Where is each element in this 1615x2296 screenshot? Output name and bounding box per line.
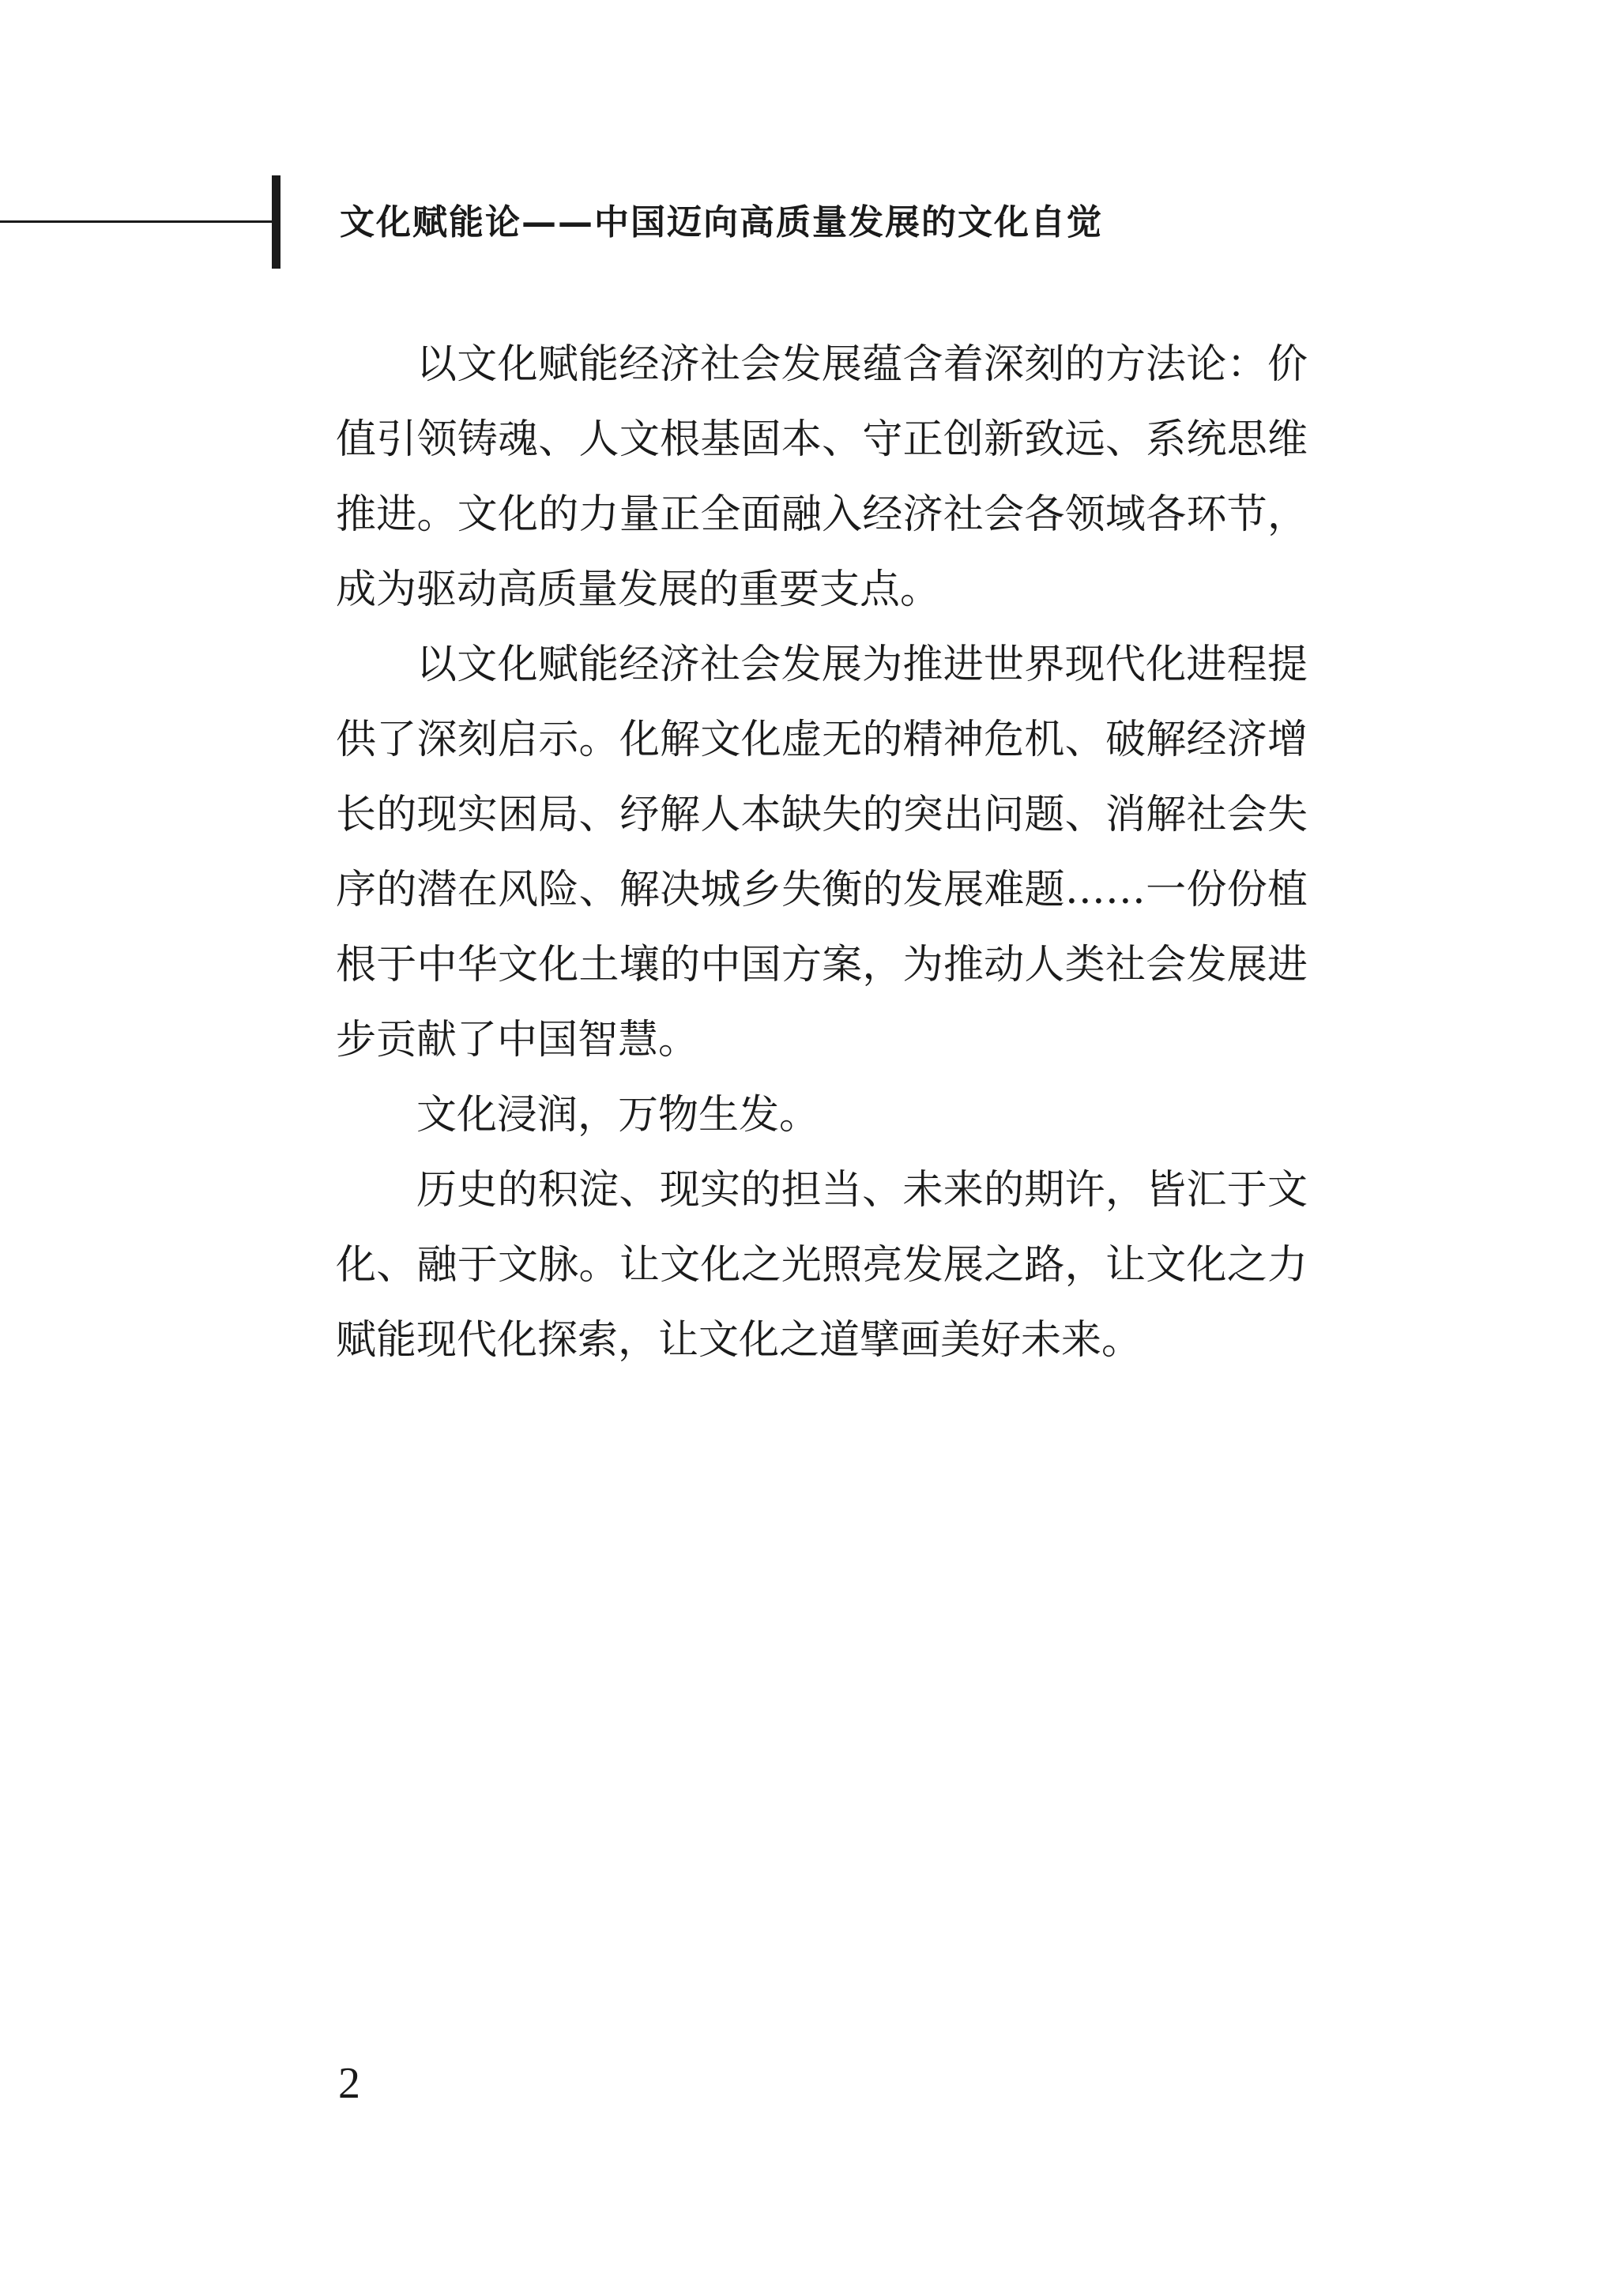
paragraph: 历史的积淀、现实的担当、未来的期许，皆汇于文化、融于文脉。让文化之光照亮发展之路，让文化之力赋能现代化探索，让文化之道擘画美好未来。	[336, 1167, 1308, 1364]
paragraph: 文化浸润，万物生发。	[416, 1092, 820, 1139]
paragraph: 以文化赋能经济社会发展为推进世界现代化进程提供了深刻启示。化解文化虚无的精神危机、破解经济增长的现实困局、纾解人本缺失的突出问题、消解社会失序的潜在风险、解决城乡失衡的发展难题……一份份植根于中华文化土壤的中国方案，为推动人类社会发展进步贡献了中国智慧。	[336, 642, 1308, 1063]
header-rule	[0, 220, 273, 223]
body-text	[336, 327, 1308, 1378]
paragraph: 以文化赋能经济社会发展蕴含着深刻的方法论：价值引领铸魂、人文根基固本、守正创新致远、系统思维推进。文化的力量正全面融入经济社会各领域各环节，成为驱动高质量发展的重要支点。	[336, 341, 1308, 613]
page-number: 2	[338, 2059, 360, 2108]
header-bar	[272, 175, 280, 269]
running-head: 文化赋能论——中国迈向高质量发展的文化自觉	[340, 202, 1103, 243]
